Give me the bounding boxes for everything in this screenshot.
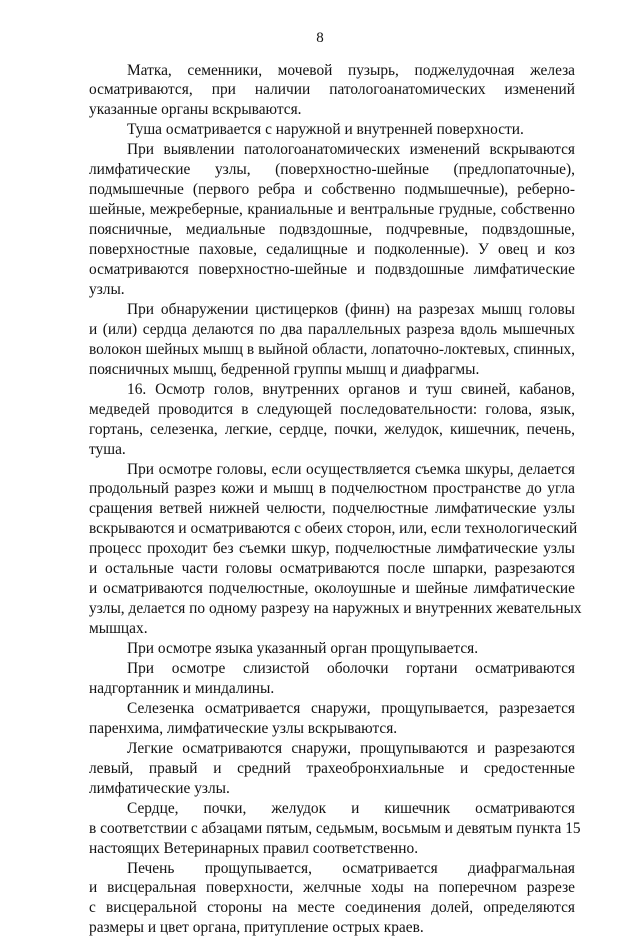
text-line: лимфатические узлы. bbox=[89, 779, 230, 797]
text-line: настоящих Ветеринарных правил соответственно. bbox=[89, 839, 419, 857]
text-line: процесс проходит без съемки шкур, подчелюстные лимфатические узлы bbox=[89, 540, 575, 558]
text-line: паренхима, лимфатические узлы вскрываются. bbox=[89, 719, 398, 737]
text-line: надгортанник и миндалины. bbox=[89, 679, 275, 697]
text-line: вскрываются и осматриваются с обеих сторон, или, если технологический bbox=[89, 520, 578, 538]
text-line: и остальные части головы осматриваются после шпарки, разрезаются bbox=[89, 560, 575, 578]
text-line: При осмотре головы, если осуществляется съемка шкуры, делается bbox=[127, 460, 575, 478]
text-line: Селезенка осматривается снаружи, прощупывается, разрезается bbox=[127, 699, 575, 717]
text-line: медведей проводится в следующей последовательности: голова, язык, bbox=[89, 400, 575, 418]
text-line: подмышечные (первого ребра и собственно подмышечные), реберно- bbox=[89, 181, 575, 199]
text-line: Легкие осматриваются снаружи, прощупываются и разрезаются bbox=[127, 739, 575, 757]
text-line: размеры и цвет органа, притупление острых краев. bbox=[89, 919, 424, 937]
text-line: поясничных мышц, бедренной группы мышц и диафрагмы. bbox=[89, 360, 480, 378]
text-line: левый, правый и средний трахеобронхиальные и средостенные bbox=[89, 759, 575, 777]
text-line: При обнаружении цистицерков (финн) на разрезах мышц головы bbox=[127, 300, 575, 318]
text-line: 16. Осмотр голов, внутренних органов и туш свиней, кабанов, bbox=[127, 380, 575, 398]
text-line: При осмотре слизистой оболочки гортани осматриваются bbox=[127, 660, 575, 677]
text-line: узлы. bbox=[89, 280, 125, 298]
text-line: и висцеральная поверхности, желчные ходы на поперечном разрезе bbox=[89, 879, 575, 897]
text-line: поясничные, медиальные подвздошные, подчревные, подвздошные, bbox=[89, 221, 575, 239]
text-line: и осматриваются подчелюстные, околоушные и шейные лимфатические bbox=[89, 580, 575, 598]
text-line: продольный разрез кожи и мышц в подчелюстном пространстве до угла bbox=[89, 480, 575, 498]
text-line: туша. bbox=[89, 440, 126, 458]
text-line: При выявлении патологоанатомических изменений вскрываются bbox=[127, 141, 575, 159]
text-line: Матка, семенники, мочевой пузырь, поджелудочная железа bbox=[127, 61, 575, 79]
text-line: шейные, межреберные, краниальные и вентральные грудные, собственно bbox=[89, 201, 575, 219]
page-number: 8 bbox=[316, 30, 324, 46]
text-line: указанные органы вскрываются. bbox=[89, 101, 302, 119]
text-line: При осмотре языка указанный орган прощупывается. bbox=[127, 640, 479, 658]
text-line: узлы, делается по одному разрезу на наружных и внутренних жевательных bbox=[89, 600, 582, 618]
text-line: осматриваются, при наличии патологоанатомических изменений bbox=[89, 81, 575, 99]
text-line: Туша осматривается с наружной и внутренней поверхности. bbox=[127, 121, 524, 139]
text-line: осматриваются поверхностно-шейные и подвздошные лимфатические bbox=[89, 261, 575, 278]
text-line: лимфатические узлы, (поверхностно-шейные (предлопаточные), bbox=[89, 161, 575, 179]
text-line: волокон шейных мышц в выйной области, лопаточно-локтевых, спинных, bbox=[89, 340, 575, 358]
text-line: Печень прощупывается, осматривается диафрагмальная bbox=[127, 859, 575, 877]
text-line: гортань, селезенка, легкие, сердце, почки, желудок, кишечник, печень, bbox=[89, 420, 575, 438]
text-line: сращения ветвей нижней челюсти, подчелюстные лимфатические узлы bbox=[89, 500, 575, 518]
text-line: мышцах. bbox=[89, 620, 148, 638]
text-line: и (или) сердца делаются по два параллельных разреза вдоль мышечных bbox=[89, 320, 575, 338]
text-line: с висцеральной стороны на месте соединения долей, определяются bbox=[89, 899, 575, 917]
text-line: в соответствии с абзацами пятым, седьмым, восьмым и девятым пункта 15 bbox=[89, 819, 581, 837]
text-line: Сердце, почки, желудок и кишечник осматриваются bbox=[127, 799, 575, 817]
text-line: поверхностные паховые, седалищные и подколенные). У овец и коз bbox=[89, 241, 575, 259]
